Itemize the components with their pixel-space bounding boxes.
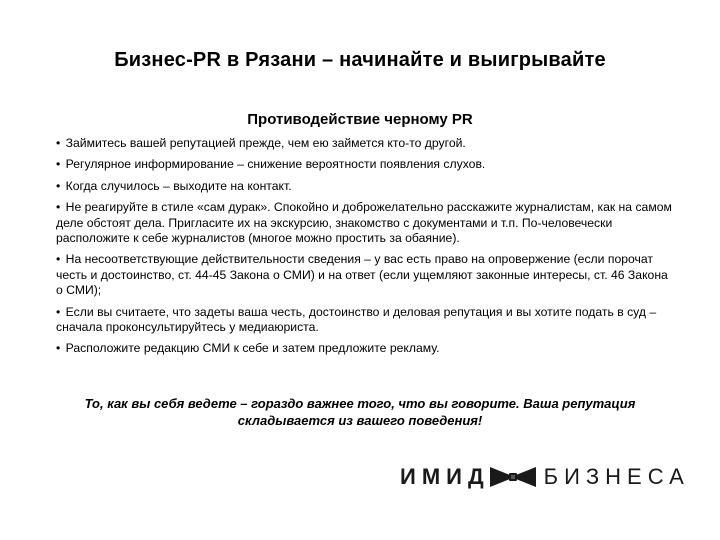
bullet-icon: • [56, 200, 61, 215]
list-item [56, 179, 676, 194]
bullet-text: Расположите редакцию СМИ к себе и затем предложите рекламу. [65, 341, 440, 356]
slide-subtitle: Противодействие черному PR [247, 111, 473, 128]
logo-word-left: ИМИД [400, 464, 490, 489]
bullet-text: Регулярное информирование – снижение вероятности появления слухов. [65, 157, 486, 172]
bullet-text: На несоответствующие действительности сведения – у вас есть право на опровержение (если порочат честь и достоинство, ст. 44-45 Закона о СМИ) и на ответ (если ущемляют законные интересы, ст. 46 Закона о СМИ); [56, 252, 668, 298]
bullet-text: Когда случилось – выходите на контакт. [65, 178, 292, 193]
bullet-icon: • [56, 304, 61, 319]
bullet-icon: • [56, 252, 61, 267]
list-item [56, 200, 676, 246]
list-item [56, 252, 676, 298]
bullet-text: Займитесь вашей репутацией прежде, чем ею займется кто-то другой. [65, 136, 466, 150]
list-item [56, 136, 676, 151]
closing-quote: То, как вы себя ведете – гораздо важнее того, что вы говорите. Ваша репутация складывается из вашего поведения! [84, 396, 636, 428]
bullet-icon: • [56, 136, 61, 150]
list-item [56, 305, 676, 336]
bow-tie-icon [488, 464, 538, 490]
logo-word-right: БИЗНЕСА [543, 464, 690, 489]
list-item [56, 157, 676, 172]
bullet-icon: • [56, 341, 61, 356]
bullet-icon: • [56, 157, 61, 172]
bullet-list [56, 136, 676, 363]
slide-title: Бизнес-PR в Рязани – начинайте и выигрывайте [114, 49, 606, 71]
list-item [56, 341, 676, 356]
bullet-text: Не реагируйте в стиле «сам дурак». Спокойно и доброжелательно расскажите журналистам, как на самом деле обстоят дела. Пригласите их на экскурсию, знакомство с документами и т.п. По-человечески расположите к себе журналистов (многое можно простить за обаяние). [56, 200, 672, 246]
bullet-text: Если вы считаете, что задеты ваша честь, достоинство и деловая репутация и вы хотите подать в суд – сначала проконсультируйтесь у медиаюриста. [56, 304, 657, 335]
bullet-icon: • [56, 178, 61, 193]
brand-logo [400, 462, 690, 492]
